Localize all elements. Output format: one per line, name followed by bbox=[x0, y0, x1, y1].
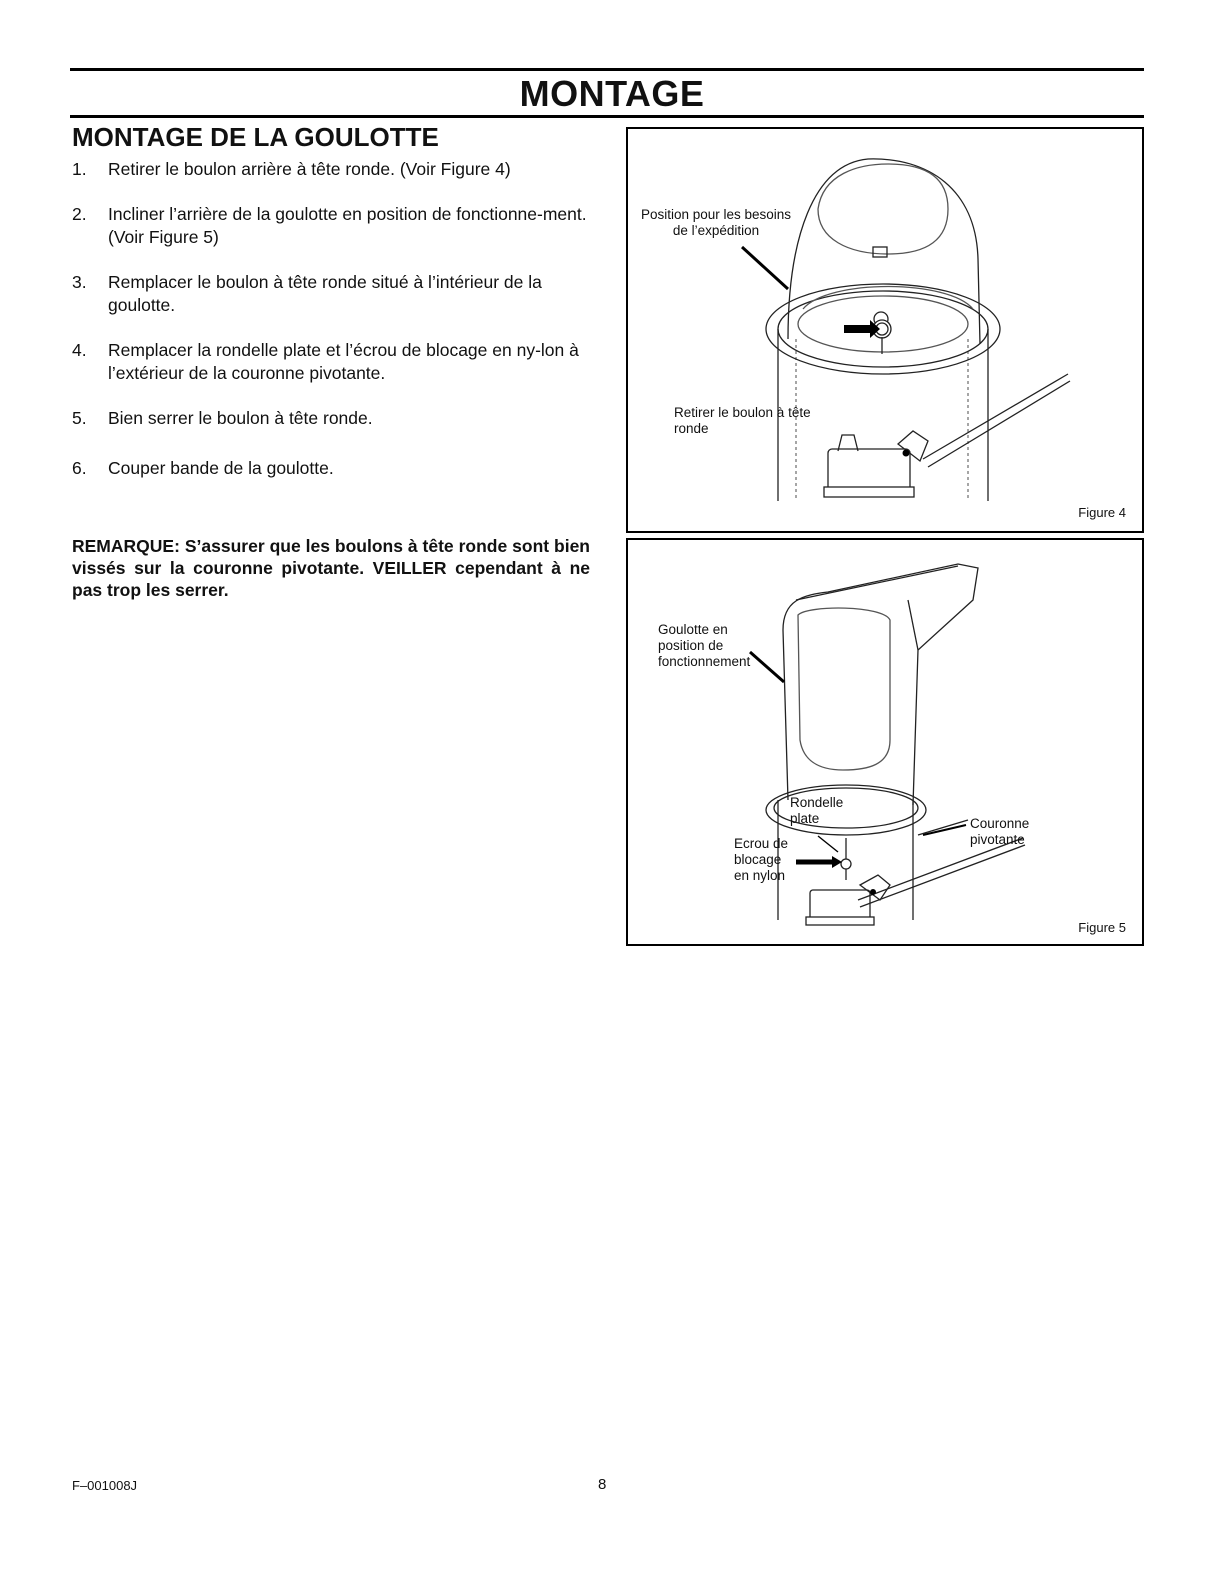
step-number: 1. bbox=[72, 159, 87, 179]
step-text: Incliner l’arrière de la goulotte en position de fonctionne-ment. (Voir Figure 5) bbox=[108, 204, 587, 247]
callout-chute-operating: Goulotte en position de fonctionnement bbox=[658, 622, 751, 669]
callout-swivel-ring: Couronne pivotante bbox=[970, 816, 1030, 847]
step-number: 6. bbox=[72, 458, 87, 478]
step-text: Retirer le boulon arrière à tête ronde. (Voir Figure 4) bbox=[108, 159, 511, 179]
callout-flat-washer: Rondelle plate bbox=[790, 795, 844, 826]
step-text: Remplacer la rondelle plate et l’écrou de blocage en ny-lon à l’extérieur de la couronne pivotante. bbox=[108, 340, 579, 383]
step-number: 4. bbox=[72, 340, 87, 360]
step-item bbox=[72, 339, 592, 385]
step-item bbox=[72, 271, 592, 317]
title-rule bbox=[70, 115, 1144, 118]
figure-4-caption: Figure 4 bbox=[1078, 505, 1126, 520]
note-remark: REMARQUE: S’assurer que les boulons à tête ronde sont bien vissés sur la couronne pivotante. VEILLER cependant à ne pas trop les serrer. bbox=[72, 536, 590, 600]
step-text: Couper bande de la goulotte. bbox=[108, 458, 334, 478]
step-number: 2. bbox=[72, 204, 87, 224]
section-title: MONTAGE DE LA GOULOTTE bbox=[72, 122, 439, 152]
page-title: MONTAGE bbox=[519, 73, 705, 114]
figure-5-caption: Figure 5 bbox=[1078, 920, 1126, 935]
footer-page-number: 8 bbox=[598, 1476, 607, 1493]
step-item bbox=[72, 158, 592, 181]
step-text: Bien serrer le boulon à tête ronde. bbox=[108, 408, 373, 428]
step-item bbox=[72, 457, 592, 480]
step-item bbox=[72, 407, 592, 430]
figure-4 bbox=[626, 127, 1144, 533]
top-rule bbox=[70, 68, 1144, 71]
step-item bbox=[72, 203, 592, 249]
step-text: Remplacer le boulon à tête ronde situé à l’intérieur de la goulotte. bbox=[108, 272, 542, 315]
figure-4-illustration bbox=[628, 129, 1142, 531]
footer-doc-code: F–001008J bbox=[72, 1478, 138, 1493]
callout-nylon-nut: Ecrou de blocage en nylon bbox=[734, 836, 789, 883]
figure-5 bbox=[626, 538, 1144, 946]
step-number: 3. bbox=[72, 272, 87, 292]
figure-5-illustration bbox=[628, 540, 1142, 944]
step-number: 5. bbox=[72, 408, 87, 428]
steps-list bbox=[72, 158, 592, 480]
callout-shipping-position: Position pour les besoins de l’expédition bbox=[640, 207, 792, 238]
callout-remove-bolt: Retirer le boulon à tête ronde bbox=[674, 405, 811, 436]
